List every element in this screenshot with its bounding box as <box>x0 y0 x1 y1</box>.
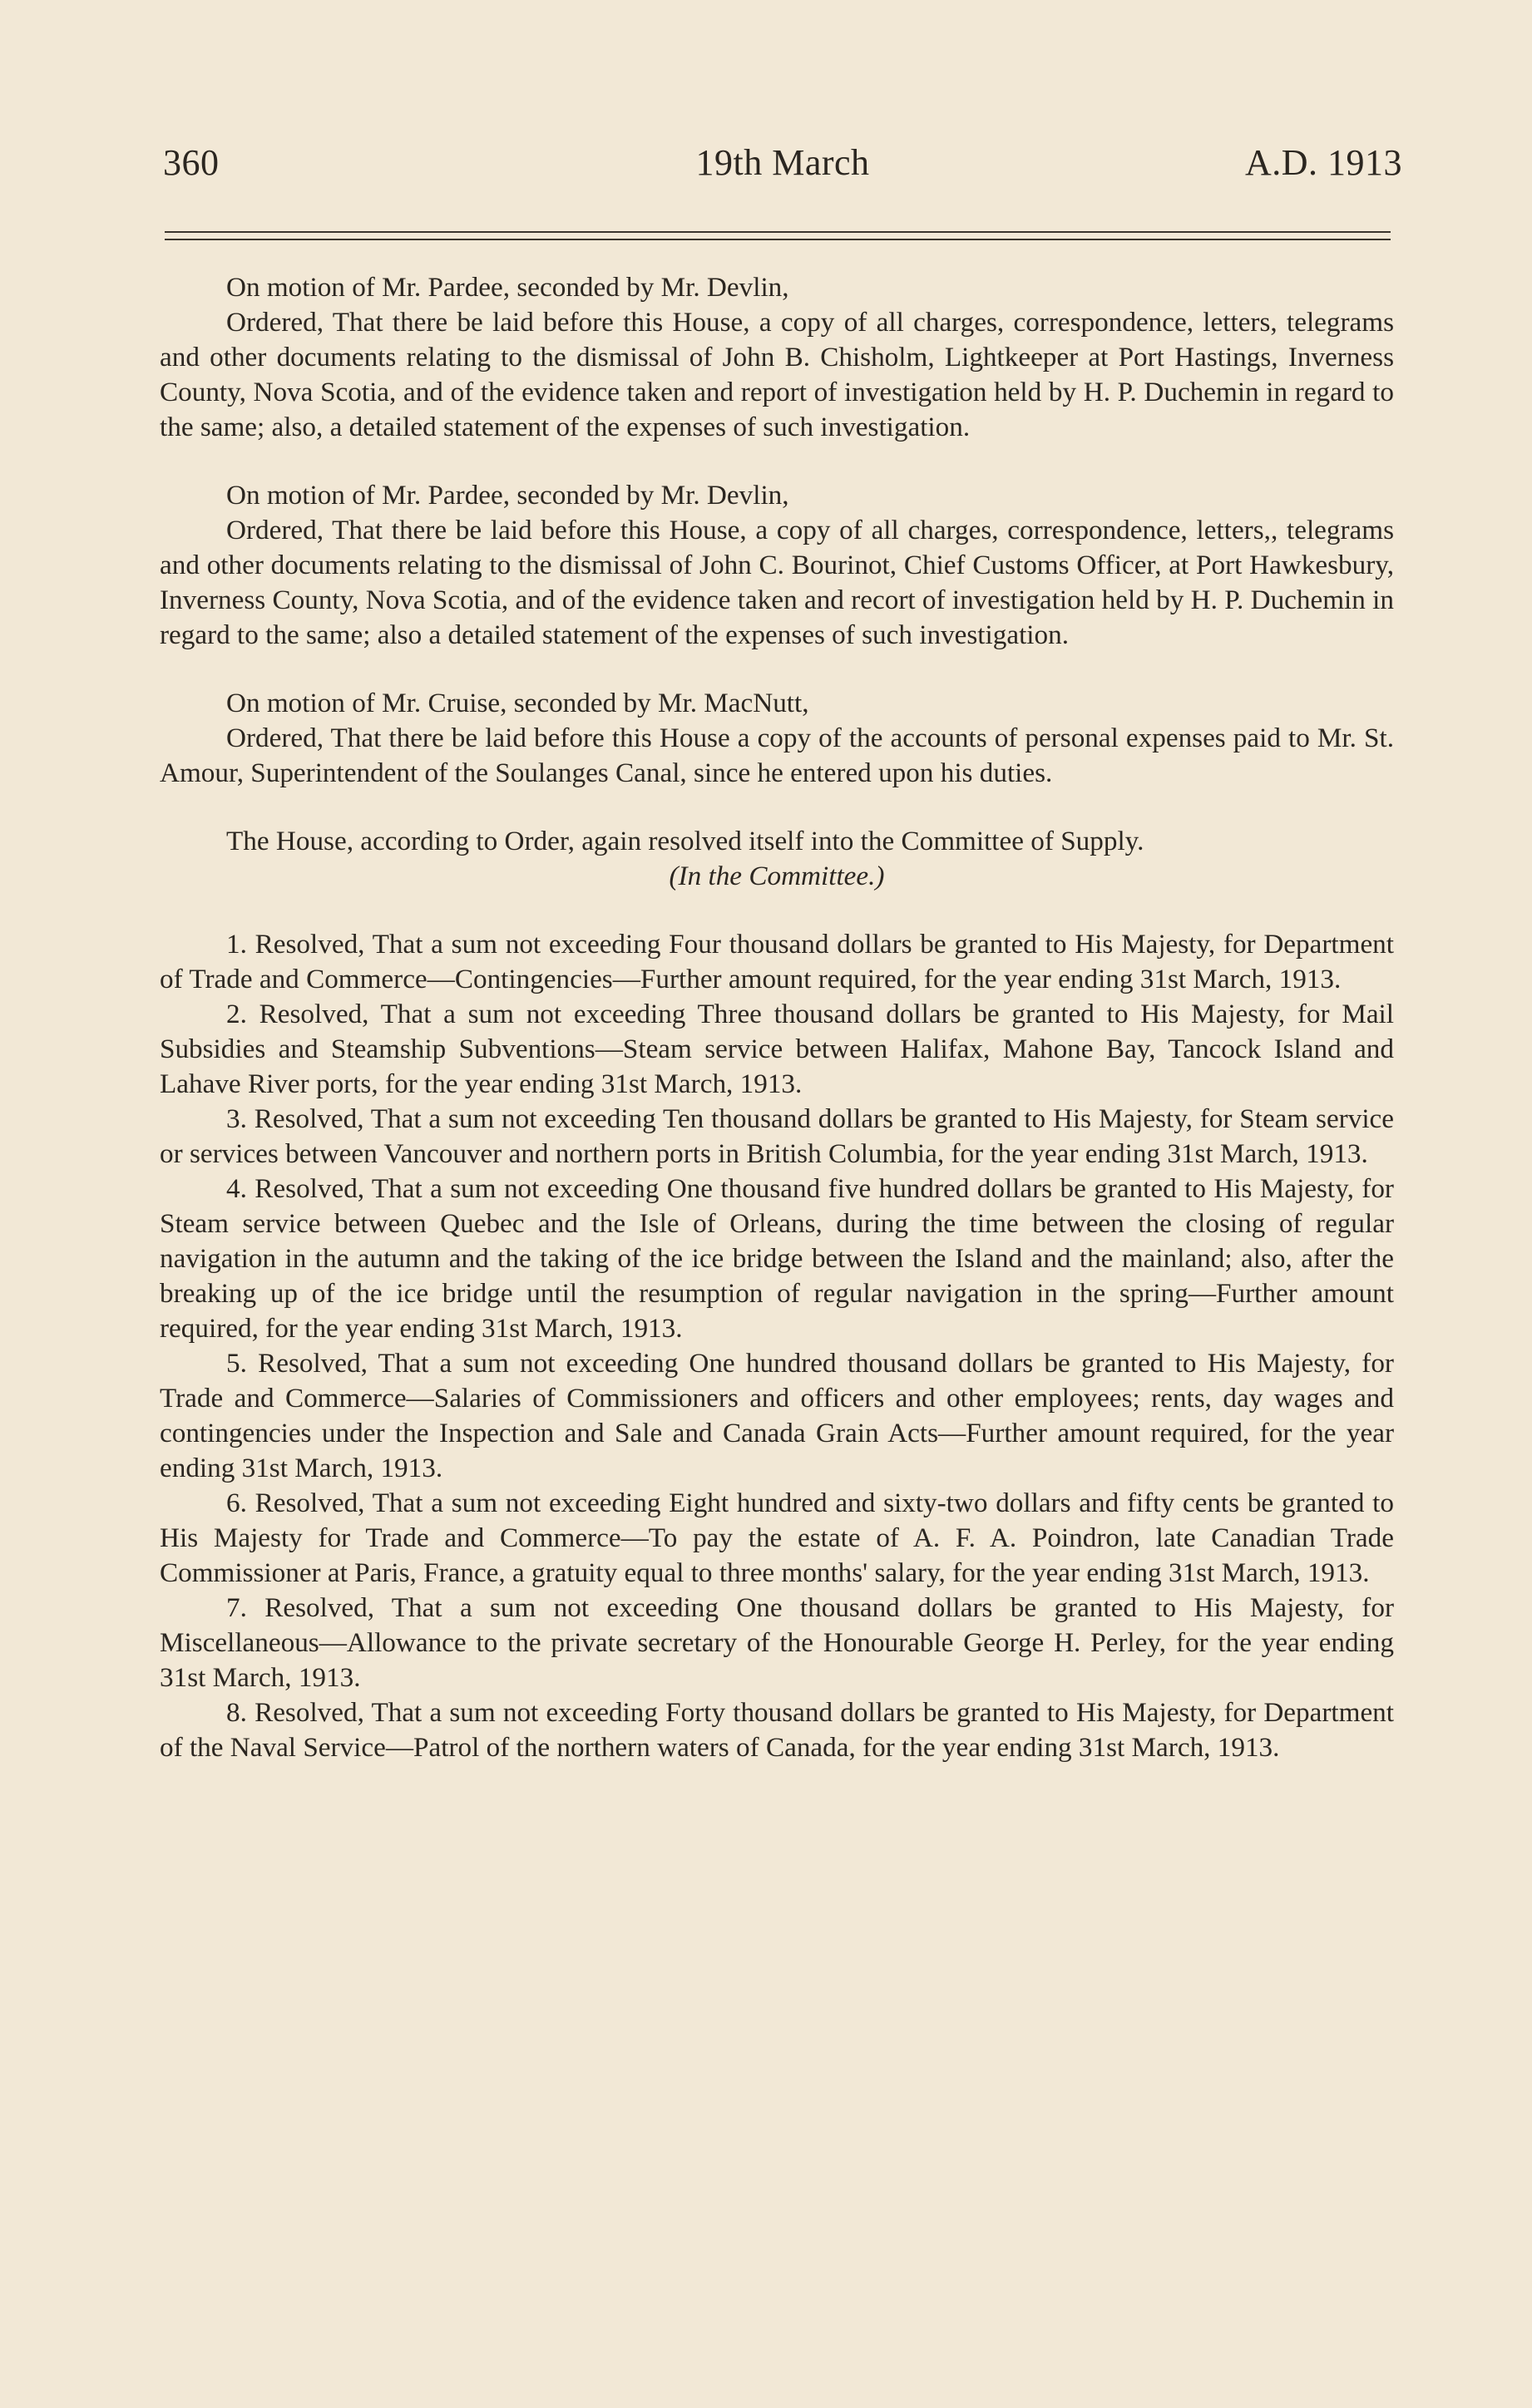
page-number: 360 <box>163 142 220 183</box>
resolution-item: 8. Resolved, That a sum not exceeding Forty thousand dollars be granted to His Majesty, for Department of the Naval Service—Patrol of the northern waters of Canada, for the year ending 31st March, 1913. <box>160 1697 1394 1763</box>
resolution-item: 5. Resolved, That a sum not exceeding One hundred thousand dollars be granted to His Majesty, for Trade and Commerce—Salaries of Commissioners and officers and other employees; rents, day wages and contingencies under the Inspection and Sale and Canada Grain Acts—Further amount required, for the year ending 31st March, 1913. <box>160 1348 1394 1483</box>
resolution-item: 6. Resolved, That a sum not exceeding Eight hundred and sixty-two dollars and fifty cents be granted to His Majesty for Trade and Commerce—To pay the estate of A. F. A. Poindron, late Canadian Trade Commissioner at Paris, France, a gratuity equal to three months' salary, for the year ending 31st March, 1913. <box>160 1488 1394 1588</box>
resolution-item: 1. Resolved, That a sum not exceeding Four thousand dollars be granted to His Majesty, for Department of Trade and Commerce—Contingencies—Further amount required, for the year ending 31st March, 1913. <box>160 929 1394 994</box>
house-resolution: The House, according to Order, again resolved itself into the Committee of Supply. <box>226 826 1144 856</box>
header-rule-bottom <box>165 239 1391 240</box>
motion-order: Ordered, That there be laid before this House a copy of the accounts of personal expenses paid to Mr. St. Amour, Superintendent of the Soulanges Canal, since he entered upon his duties. <box>160 723 1394 788</box>
motion-mover: On motion of Mr. Cruise, seconded by Mr. MacNutt, <box>226 688 809 718</box>
header-rule-top <box>165 231 1391 233</box>
resolution-item: 3. Resolved, That a sum not exceeding Ten thousand dollars be granted to His Majesty, for Steam service or services between Vancouver and northern ports in British Columbia, for the year ending 31st March, 1913. <box>160 1103 1394 1169</box>
motion-order: Ordered, That there be laid before this House, a copy of all charges, correspondence, letters, telegrams and other documents relating to the dismissal of John B. Chisholm, Lightkeeper at Port Hastings, Inverness County, Nova Scotia, and of the evidence taken and report of investigation held by H. P. Duchemin in regard to the same; also, a detailed statement of the expenses of such investigation. <box>160 307 1394 442</box>
motion-mover: On motion of Mr. Pardee, seconded by Mr. Devlin, <box>226 272 789 303</box>
page-header <box>163 141 1402 184</box>
page-body <box>160 270 1394 1765</box>
resolution-item: 4. Resolved, That a sum not exceeding One thousand five hundred dollars be granted to His Majesty, for Steam service between Quebec and the Isle of Orleans, during the time between the closing of regular navigation in the autumn and the taking of the ice bridge between the Island and the mainland; also, after the breaking up of the ice bridge until the resumption of regular navigation in the spring—Further amount required, for the year ending 31st March, 1913. <box>160 1173 1394 1344</box>
committee-heading: (In the Committee.) <box>669 861 885 891</box>
page-date: 19th March <box>695 142 870 183</box>
page-year: A.D. 1913 <box>1244 142 1402 183</box>
motion-mover: On motion of Mr. Pardee, seconded by Mr. Devlin, <box>226 480 789 511</box>
motion-order: Ordered, That there be laid before this House, a copy of all charges, correspondence, letters,, telegrams and other documents relating to the dismissal of John C. Bourinot, Chief Customs Officer, at Port Hawkesbury, Inverness County, Nova Scotia, and of the evidence taken and recort of investigation held by H. P. Duchemin in regard to the same; also a detailed statement of the expenses of such investigation. <box>160 515 1394 650</box>
resolution-item: 2. Resolved, That a sum not exceeding Three thousand dollars be granted to His Majesty, for Mail Subsidies and Steamship Subventions—Steam service between Halifax, Mahone Bay, Tancock Island and Lahave River ports, for the year ending 31st March, 1913. <box>160 999 1394 1099</box>
resolution-item: 7. Resolved, That a sum not exceeding One thousand dollars be granted to His Majesty, for Miscellaneous—Allowance to the private secretary of the Honourable George H. Perley, for the year ending 31st March, 1913. <box>160 1592 1394 1693</box>
